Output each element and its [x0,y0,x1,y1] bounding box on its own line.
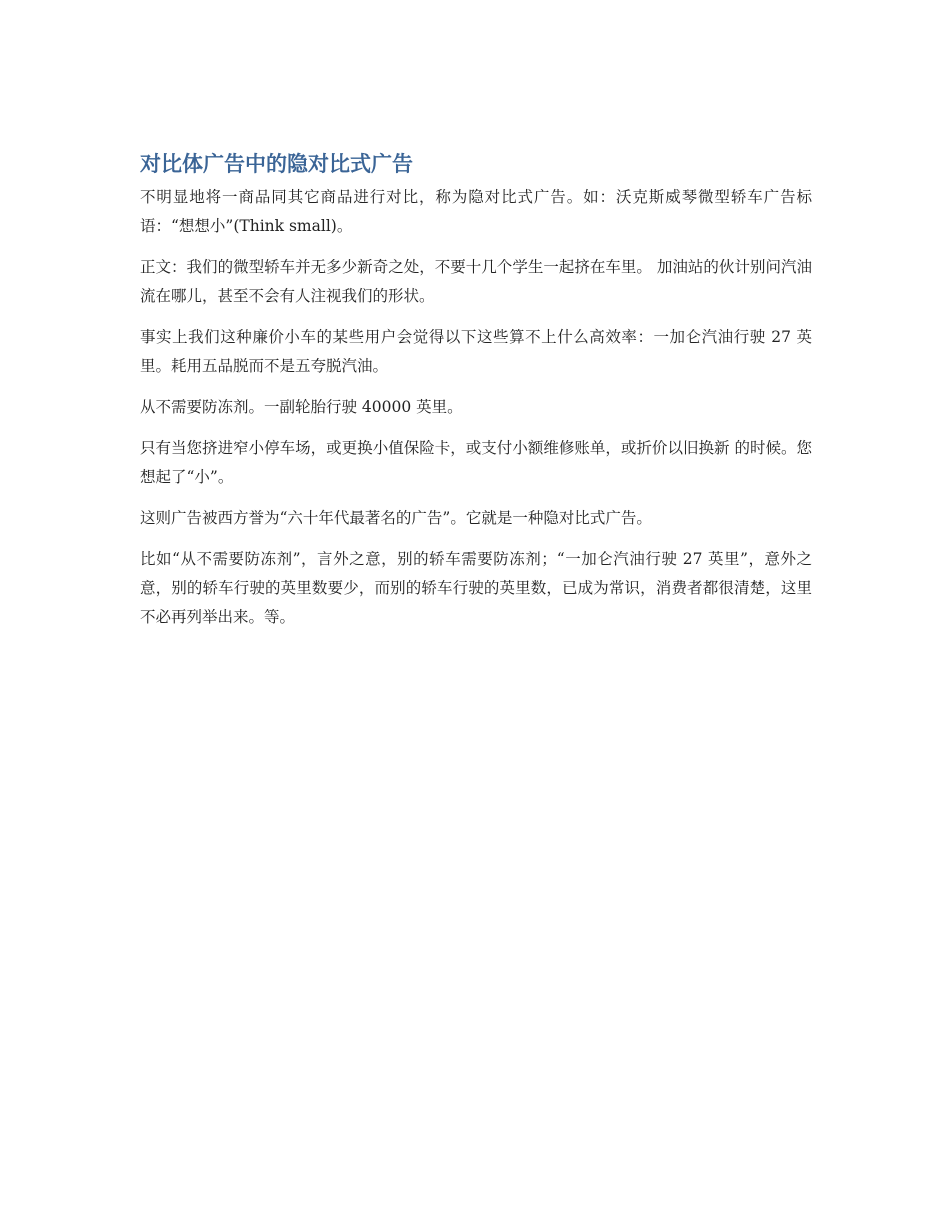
paragraph-6: 这则广告被西方誉为“六十年代最著名的广告”。它就是一种隐对比式广告。 [140,509,652,527]
paragraph-5: 只有当您挤进窄小停车场，或更换小值保险卡，或支付小额维修账单，或折价以旧换新 的时候。您想起了“小”。 [140,439,812,486]
paragraph-1: 不明显地将一商品同其它商品进行对比，称为隐对比式广告。如：沃克斯威琴微型轿车广告标语：“想想小”(Think small)。 [140,188,812,235]
paragraph-3: 事实上我们这种廉价小车的某些用户会觉得以下这些算不上什么高效率：一加仑汽油行驶 27 英里。耗用五品脱而不是五夸脱汽油。 [140,328,812,375]
paragraph-2: 正文：我们的微型轿车并无多少新奇之处，不要十几个学生一起挤在车里。 加油站的伙计别问汽油流在哪儿，甚至不会有人注视我们的形状。 [140,258,812,305]
paragraph-7: 比如“从不需要防冻剂”，言外之意，别的轿车需要防冻剂；“一加仑汽油行驶 27 英里”，意外之意，别的轿车行驶的英里数要少，而别的轿车行驶的英里数，已成为常识，消费者都很清楚，这里不必再列举出来。等。 [140,550,812,626]
paragraph-4: 从不需要防冻剂。一副轮胎行驶 40000 英里。 [140,398,463,416]
document-title: 对比体广告中的隐对比式广告 [140,152,413,176]
document-body [140,148,812,644]
